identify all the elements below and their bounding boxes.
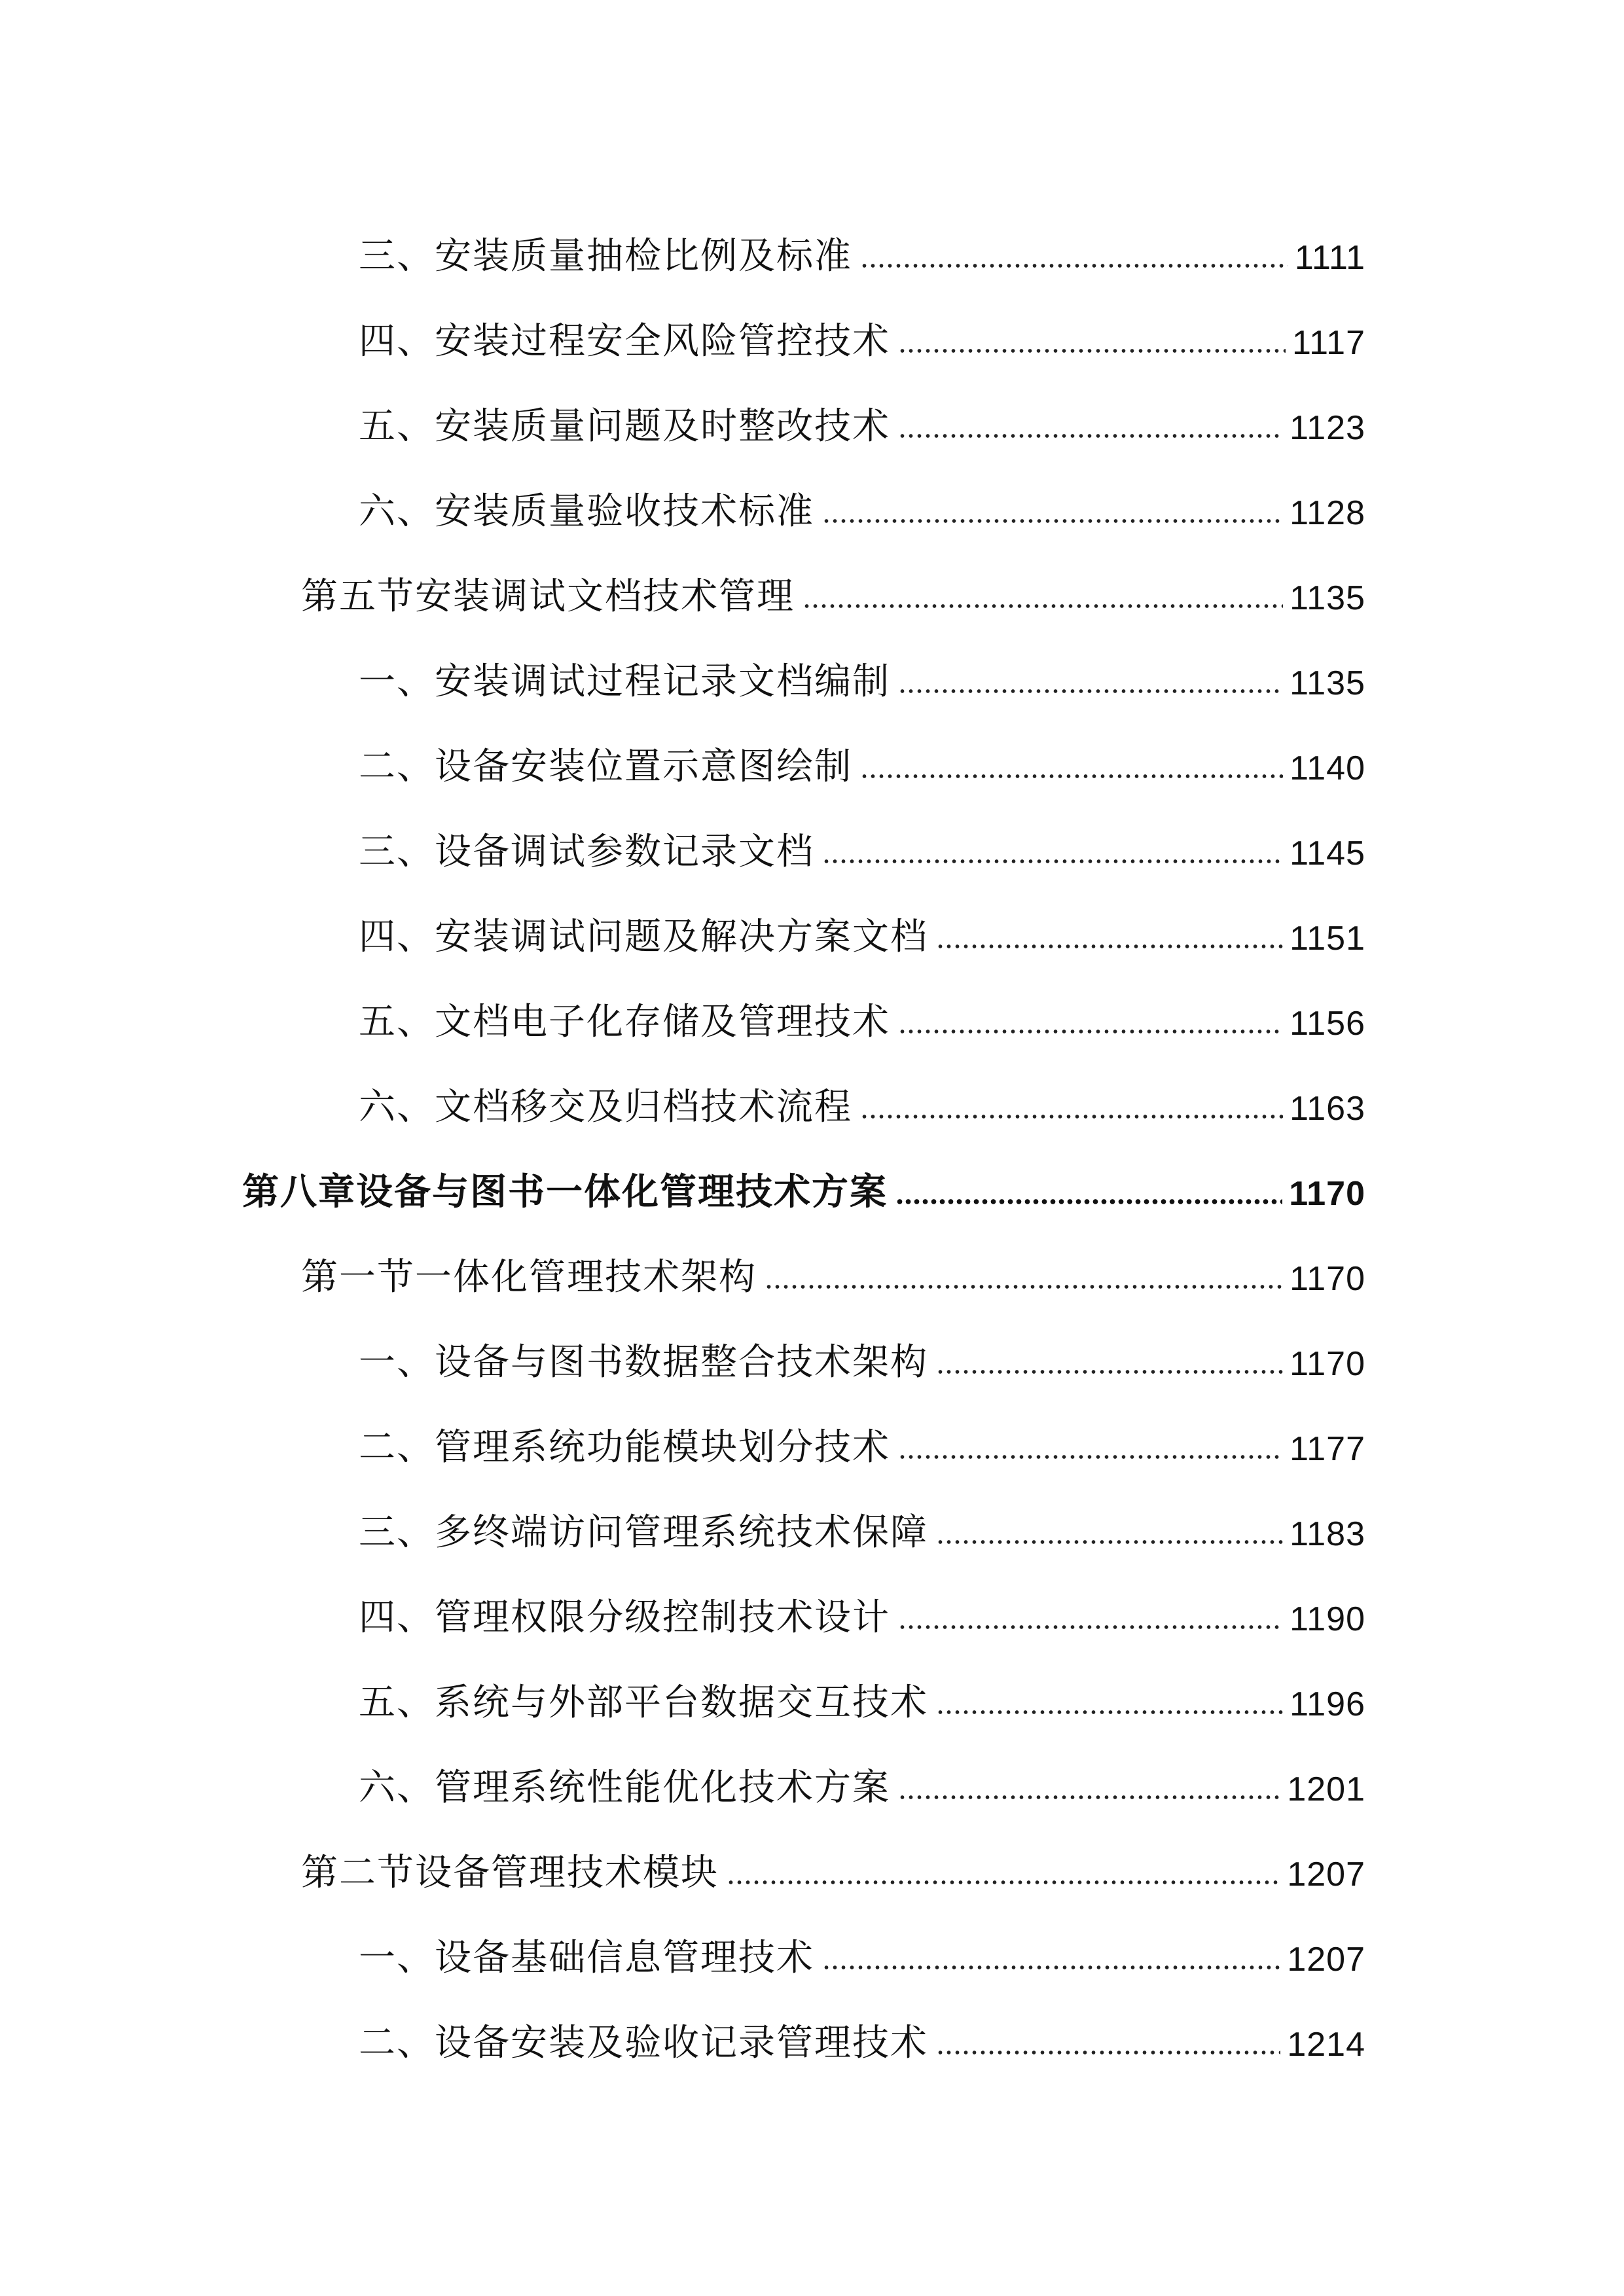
toc-entry	[301, 1224, 1365, 1299]
toc-page-number: 1135	[1290, 579, 1365, 617]
toc-entry-title: 四、安装调试问题及解决方案文档	[359, 916, 928, 958]
toc-page-number: 1111	[1294, 239, 1365, 277]
toc-entry-title: 一、安装调试过程记录文档编制	[359, 660, 890, 703]
toc-entry-title: 五、安装质量问题及时整改技术	[359, 405, 890, 448]
toc-entry	[359, 1054, 1365, 1126]
toc-entry	[359, 203, 1365, 278]
toc-entry	[359, 1564, 1365, 1639]
toc-entry-title: 六、文档移交及归档技术流程	[359, 1086, 852, 1128]
toc-dot-leader	[898, 689, 1283, 694]
toc-dot-leader	[898, 1795, 1280, 1800]
toc-page-number: 1177	[1290, 1430, 1365, 1468]
toc-dot-leader	[898, 348, 1286, 353]
toc-entry-title: 五、文档电子化存储及管理技术	[359, 1001, 890, 1043]
toc-page-number: 1170	[1290, 1260, 1365, 1298]
toc-entry-title: 三、多终端访问管理系统技术保障	[359, 1511, 928, 1554]
toc-dot-leader	[898, 1624, 1283, 1630]
toc-dot-leader	[936, 1369, 1283, 1374]
toc-page-number: 1140	[1290, 749, 1365, 787]
toc-entry	[359, 1479, 1365, 1554]
toc-entry	[359, 288, 1365, 363]
toc-entry	[359, 1990, 1365, 2062]
toc-entry	[301, 543, 1365, 618]
toc-page-number: 1190	[1290, 1600, 1365, 1638]
toc-entry	[359, 1905, 1365, 1977]
toc-page-number: 1151	[1290, 920, 1365, 958]
toc-dot-leader	[860, 1114, 1283, 1119]
toc-entry	[301, 1820, 1365, 1892]
toc-page-number: 1170	[1289, 1175, 1365, 1213]
toc-entry	[359, 713, 1365, 788]
toc-entry	[359, 628, 1365, 703]
toc-entry	[359, 884, 1365, 956]
toc-page-number: 1123	[1290, 409, 1365, 447]
toc-entry-title: 二、管理系统功能模块划分技术	[359, 1426, 890, 1469]
toc-page-number: 1163	[1290, 1090, 1365, 1128]
toc-page-number: 1156	[1290, 1005, 1365, 1043]
toc-entry	[359, 458, 1365, 533]
toc-dot-leader	[898, 1029, 1283, 1034]
toc-page-number: 1183	[1290, 1515, 1365, 1553]
toc-entry	[359, 373, 1365, 448]
toc-dot-leader	[936, 2050, 1280, 2055]
toc-entry-title: 一、设备与图书数据整合技术架构	[359, 1341, 928, 1384]
toc-entry-title: 第八章设备与图书一体化管理技术方案	[242, 1171, 888, 1213]
toc-page-number: 1201	[1287, 1770, 1365, 1808]
toc-page-number: 1207	[1287, 1856, 1365, 1893]
toc-page-number: 1117	[1292, 324, 1365, 362]
toc-dot-leader	[822, 518, 1283, 524]
toc-dot-leader	[860, 263, 1288, 268]
toc-dot-leader	[822, 1965, 1280, 1970]
toc-page-number: 1170	[1290, 1345, 1365, 1383]
toc-entry	[359, 1649, 1365, 1724]
toc-page-number: 1128	[1290, 494, 1365, 532]
toc-page-number: 1196	[1290, 1685, 1365, 1723]
toc-entry-title: 第二节设备管理技术模块	[301, 1852, 719, 1894]
toc-entry	[359, 798, 1365, 873]
toc-entry	[359, 1734, 1365, 1809]
toc-entry-title: 二、设备安装及验收记录管理技术	[359, 2022, 928, 2064]
toc-dot-leader	[898, 433, 1283, 439]
toc-entry	[242, 1139, 1365, 1211]
toc-dot-leader	[895, 1199, 1282, 1204]
toc-dot-leader	[936, 1710, 1283, 1715]
toc-dot-leader	[936, 1539, 1283, 1545]
toc-page-number: 1135	[1290, 664, 1365, 702]
toc-page-number: 1207	[1287, 1941, 1365, 1979]
toc-dot-leader	[822, 859, 1283, 864]
toc-dot-leader	[803, 603, 1283, 609]
toc-entry-title: 四、安装过程安全风险管控技术	[359, 320, 890, 363]
toc-page-number: 1145	[1290, 834, 1365, 872]
toc-entry-title: 六、管理系统性能优化技术方案	[359, 1767, 890, 1809]
toc-dot-leader	[936, 944, 1283, 949]
toc-entry-title: 第五节安装调试文档技术管理	[301, 575, 795, 618]
toc-entry-title: 一、设备基础信息管理技术	[359, 1937, 814, 1979]
toc-dot-leader	[860, 774, 1283, 779]
toc-entry-title: 二、设备安装位置示意图绘制	[359, 745, 852, 788]
toc-entry-title: 第一节一体化管理技术架构	[301, 1256, 757, 1299]
toc-entry-title: 五、系统与外部平台数据交互技术	[359, 1681, 928, 1724]
toc-page-number: 1214	[1287, 2026, 1365, 2064]
toc-entry-title: 三、安装质量抽检比例及标准	[359, 235, 852, 278]
toc-dot-leader	[898, 1454, 1283, 1460]
toc-dot-leader	[765, 1284, 1283, 1289]
toc-entry	[359, 1309, 1365, 1384]
toc-entry	[359, 1394, 1365, 1469]
toc-entry-title: 三、设备调试参数记录文档	[359, 831, 814, 873]
toc-entry-title: 六、安装质量验收技术标准	[359, 490, 814, 533]
toc-entry-title: 四、管理权限分级控制技术设计	[359, 1596, 890, 1639]
toc-dot-leader	[727, 1880, 1280, 1885]
toc-entry	[359, 969, 1365, 1041]
